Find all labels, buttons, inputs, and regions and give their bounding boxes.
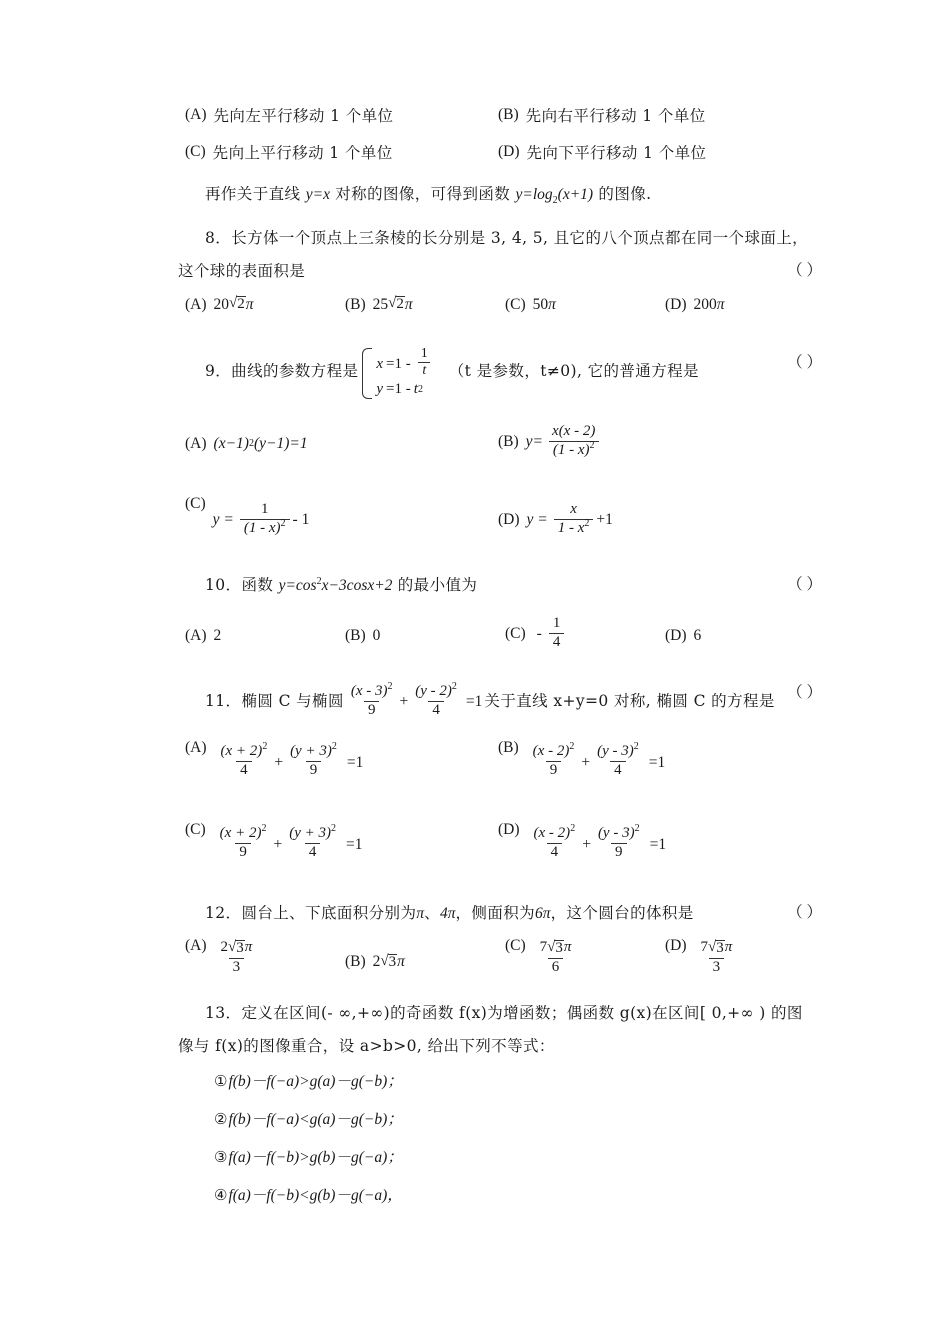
q7-tail-mid: 对称的图像，可得到函数 xyxy=(329,185,516,203)
q11-option-a-tag: (A) xyxy=(185,739,207,757)
q13-item-2-marker: ② xyxy=(214,1112,228,1128)
q10-option-b-tag: (B) xyxy=(345,626,366,644)
q11-option-d-rhs: =1 xyxy=(649,835,667,853)
q10-option-a-tag: (A) xyxy=(185,626,207,644)
q10-option-c-sign: - xyxy=(536,625,542,643)
q9-x-equals: =1 - xyxy=(386,355,411,372)
q7-option-d-label: 先向下平行移动 1 个单位 xyxy=(526,144,707,162)
q13-item-4 xyxy=(214,1186,818,1207)
q11-option-a-rhs: =1 xyxy=(346,753,364,771)
q10-option-a[interactable] xyxy=(185,627,221,645)
q12-option-b[interactable]: (B) 2 √ 3 π xyxy=(345,952,405,971)
sqrt-icon: √ 2 xyxy=(229,295,245,313)
q9-option-b-numerator: x(x - 2) xyxy=(552,422,596,439)
q8-option-a-radicand: 2 xyxy=(237,296,245,313)
q9-stem-pre: 曲线的参数方程是 xyxy=(231,361,359,380)
q10-option-c-tag: (C) xyxy=(505,625,526,643)
q13-inequality-list xyxy=(178,1072,818,1207)
q7-tail-eq-symmetry: y=x xyxy=(305,186,330,203)
sqrt-icon: √ 3 xyxy=(547,939,563,957)
q13-item-1 xyxy=(214,1072,818,1093)
q12-stem-4: ，这个圆台的体积是 xyxy=(550,904,694,923)
q10-answer-bracket[interactable]: （ ） xyxy=(787,575,822,593)
q8-option-d-coefficient: 200 xyxy=(693,295,717,313)
q10-option-d[interactable] xyxy=(665,627,701,645)
q9-option-c-denominator: (1 - x)$^2$ xyxy=(240,519,290,537)
q7-option-b[interactable] xyxy=(498,104,706,126)
q10-option-b[interactable] xyxy=(345,627,380,645)
q13-stem-line2 xyxy=(178,1036,818,1058)
q9-options-row2 xyxy=(178,494,818,561)
q12-lateral-area: 6π xyxy=(535,905,551,923)
q10-option-a-value: 2 xyxy=(213,626,222,644)
q13-item-2-text: f(b)－f(−a)<g(a)－g(−b)； xyxy=(228,1111,403,1128)
q10-number: 10． xyxy=(205,575,242,594)
q9-number: 9． xyxy=(205,361,232,380)
q10-expr-2: x−3cosx+2 xyxy=(321,576,393,594)
q8-option-a[interactable] xyxy=(185,296,254,314)
q13-item-3-text: f(a)－f(−b)>g(b)－g(−a)； xyxy=(228,1148,403,1166)
q10-stem-post: 的最小值为 xyxy=(392,575,478,594)
q10-stem xyxy=(178,575,822,597)
q10-option-d-tag: (D) xyxy=(665,626,687,644)
q7-options xyxy=(178,104,818,178)
q7-option-a[interactable] xyxy=(185,104,393,126)
q9-option-b-fraction xyxy=(548,424,599,459)
q12-stem-3: ，侧面积为 xyxy=(455,904,536,923)
q7-tail-line xyxy=(178,184,818,206)
q11-stem-fraction-1 xyxy=(347,680,397,719)
q9-options-row1 xyxy=(178,421,818,483)
q9-option-d-fraction xyxy=(554,502,594,537)
q13-item-4-marker: ④ xyxy=(214,1187,228,1204)
q11-option-b-rhs: =1 xyxy=(648,753,666,771)
left-brace-icon xyxy=(362,348,372,399)
q9-parametric-system xyxy=(362,345,434,399)
q8-stem-text-2: 这个球的表面积是 xyxy=(178,261,306,280)
q11-stem xyxy=(178,680,822,720)
q9-y-symbol: y xyxy=(376,381,384,398)
q9-option-c-tail: - 1 xyxy=(292,511,310,529)
q7-tail-pre: 再作关于直线 xyxy=(205,185,306,203)
q13-number: 13． xyxy=(205,1004,242,1023)
q13-item-1-text: f(b)－f(−a)>g(a)－g(−b)； xyxy=(228,1073,403,1091)
q11-stem-post: 关于直线 x+y=0 对称, 椭圆 C 的方程是 xyxy=(484,692,775,711)
q8-option-b-tag: (B) xyxy=(345,295,366,313)
q13-item-4-text: f(a)－f(−b)<g(b)－g(−a)， xyxy=(228,1186,403,1204)
q8-stem-text-1: 长方体一个顶点上三条棱的长分别是 3, 4, 5, 且它的八个顶点都在同一个球面上， xyxy=(231,228,809,247)
q9-x-fraction xyxy=(417,347,432,379)
q10-stem-pre: 函数 xyxy=(241,575,279,594)
q8-stem-line2 xyxy=(178,261,822,283)
q7-option-c-label: 先向上平行移动 1 个单位 xyxy=(212,144,393,162)
q8-option-b-coefficient: 25 xyxy=(372,295,389,313)
q11-stem-f2-numerator: (y - 2)$^2$ xyxy=(415,680,457,699)
q12-area-top: π xyxy=(416,905,425,923)
q8-number: 8． xyxy=(205,228,232,247)
q7-tail-log-arg: (x+1) xyxy=(557,186,594,203)
q11-option-b-fraction-2: $\frac{(y - 3)^2}{4}$ xyxy=(597,741,639,779)
q7-option-b-label: 先向右平行移动 1 个单位 xyxy=(525,107,706,125)
q9-option-d-lhs: y = xyxy=(526,511,548,529)
q11-stem-f1-numerator: (x - 3)$^2$ xyxy=(350,680,393,699)
q8-option-c-tag: (C) xyxy=(505,295,526,313)
q9-option-b-tag: (B) xyxy=(498,433,519,451)
q9-option-d-tail: +1 xyxy=(596,511,613,529)
q9-stem-post: （t 是参数，t≠0), 它的普通方程是 xyxy=(448,361,699,380)
q11-option-d-tag: (D) xyxy=(498,821,520,839)
q8-option-a-tag: (A) xyxy=(185,295,207,313)
q9-option-a-tag: (A) xyxy=(185,434,207,452)
q9-x-frac-denominator: t xyxy=(418,362,430,379)
q11-option-c-tag: (C) xyxy=(185,821,206,839)
q11-option-a-fraction-1: $\frac{(x + 2)^2}{4}$ xyxy=(220,741,268,779)
q8-option-c-coefficient: 50 xyxy=(532,295,549,313)
q12-option-d-fraction: 7 √ 3 π 3 xyxy=(700,939,733,975)
q8-option-a-coefficient: 20 xyxy=(213,295,230,313)
q13-stem-text-1: 定义在区间(- ∞,+∞)的奇函数 f(x)为增函数；偶函数 g(x)在区间[ 0,+∞ ) 的图 xyxy=(241,1004,803,1023)
q10-option-c-fraction xyxy=(549,616,565,651)
q13-item-3-marker: ③ xyxy=(214,1149,228,1166)
q11-option-c-fraction-1: $\frac{(x + 2)^2}{9}$ xyxy=(219,823,267,861)
q8-option-b-pi: π xyxy=(404,295,413,313)
q9-system-row-x xyxy=(376,345,434,380)
q11-option-d-fraction-1: $\frac{(x - 2)^2}{4}$ xyxy=(533,823,576,861)
q7-tail-post: 的图像. xyxy=(593,185,652,203)
q10-expr-1: y=cos xyxy=(278,576,317,594)
q8-option-b[interactable] xyxy=(345,296,413,314)
q8-option-d-pi: π xyxy=(716,295,725,313)
q12-option-d-tag: (D) xyxy=(665,937,687,955)
q10-option-d-value: 6 xyxy=(693,626,702,644)
q9-option-c-numerator: 1 xyxy=(260,500,269,517)
q9-option-c-tag: (C) xyxy=(185,494,206,512)
q7-tail-log-base: y=log xyxy=(515,186,553,203)
q11-option-b-fraction-1: $\frac{(x - 2)^2}{9}$ xyxy=(532,741,575,779)
q7-option-c[interactable] xyxy=(185,141,393,163)
q8-option-b-radicand: 2 xyxy=(396,296,404,313)
q11-option-c-rhs: =1 xyxy=(345,835,363,853)
q12-option-b-tag: (B) xyxy=(345,953,366,971)
q9-option-b-lhs: y= xyxy=(525,433,544,451)
q8-option-d-tag: (D) xyxy=(665,295,687,313)
q12-option-d[interactable] xyxy=(665,937,739,977)
q13-item-1-marker: ① xyxy=(214,1074,228,1091)
q12-option-a-tag: (A) xyxy=(185,937,207,955)
q12-answer-bracket[interactable]: （ ） xyxy=(787,904,822,922)
q10-options xyxy=(178,615,818,671)
q11-number: 11． xyxy=(205,692,242,711)
q11-stem-plus: + xyxy=(399,693,409,711)
q7-option-a-label: 先向左平行移动 1 个单位 xyxy=(213,107,394,125)
q11-option-a[interactable]: (A) $\frac{(x + 2)^2}{4}$ + $\frac{(y + 3)^2}{9}$ =1 xyxy=(185,739,364,779)
q9-x-frac-numerator: 1 xyxy=(420,345,428,361)
q7-option-b-tag: (B) xyxy=(498,106,519,123)
q7-option-d[interactable] xyxy=(498,141,706,163)
q7-option-d-tag: (D) xyxy=(498,143,520,160)
q12-option-c-tag: (C) xyxy=(505,937,526,955)
sqrt-icon: √ 2 xyxy=(388,295,404,313)
q12-stem xyxy=(178,903,822,925)
sqrt-icon: √ 3 xyxy=(708,939,724,957)
q12-option-a-fraction: 2 √ 3 π 3 xyxy=(220,939,253,975)
sqrt-icon: √ 3 xyxy=(228,939,244,957)
q8-stem-line1 xyxy=(178,228,818,250)
q12-area-bottom: 4π xyxy=(440,905,456,923)
q9-option-d-denominator: $1 - x^2$ xyxy=(554,519,594,537)
q9-option-b[interactable] xyxy=(498,422,602,460)
q9-option-d-numerator: x xyxy=(570,500,577,517)
q9-option-c-fraction xyxy=(240,502,290,537)
q10-option-c-denominator: 4 xyxy=(549,633,565,651)
q12-option-a[interactable] xyxy=(185,937,259,977)
q11-stem-pre: 椭圆 C 与椭圆 xyxy=(241,692,344,711)
q9-option-a-expr-1: (x−1) xyxy=(213,434,249,452)
q13-stem-text-2: 像与 f(x)的图像重合，设 a>b>0, 给出下列不等式： xyxy=(178,1037,555,1056)
q10-option-c-numerator: 1 xyxy=(552,614,561,631)
q9-option-c[interactable] xyxy=(185,494,310,538)
q9-stem xyxy=(178,345,822,398)
q11-option-b[interactable]: (B) $\frac{(x - 2)^2}{9}$ + $\frac{(y - 3)^2}{4}$ =1 xyxy=(498,739,666,779)
q10-option-c[interactable] xyxy=(505,614,567,652)
q7-option-a-tag: (A) xyxy=(185,106,207,123)
q9-option-c-lhs: y = xyxy=(212,511,234,529)
sqrt-icon: √ 3 xyxy=(380,952,397,970)
q8-option-d[interactable] xyxy=(665,296,725,314)
q8-option-c[interactable] xyxy=(505,296,556,314)
q10-option-b-value: 0 xyxy=(372,626,381,644)
q11-option-d-fraction-2: $\frac{(y - 3)^2}{9}$ xyxy=(597,823,640,861)
q12-option-c[interactable] xyxy=(505,937,578,977)
q11-option-d[interactable]: (D) $\frac{(x - 2)^2}{4}$ + $\frac{(y - 3)^2}{9}$ =1 xyxy=(498,821,667,861)
q12-stem-1: 圆台上、下底面积分别为 xyxy=(241,904,417,923)
q11-stem-equals-one: =1 xyxy=(465,693,483,711)
q9-option-d[interactable] xyxy=(498,500,613,538)
q12-options xyxy=(178,937,818,999)
q12-option-c-fraction: 7 √ 3 π 6 xyxy=(539,939,572,975)
q8-options xyxy=(178,296,818,336)
q9-y-equals: =1 - xyxy=(386,381,411,398)
q11-answer-bracket[interactable]: （ ） xyxy=(787,683,822,701)
q12-number: 12． xyxy=(205,904,242,923)
q9-y-t: t xyxy=(413,381,418,398)
q7-option-c-tag: (C) xyxy=(185,143,206,160)
q11-option-b-tag: (B) xyxy=(498,739,519,757)
q12-stem-2: 、 xyxy=(424,904,441,923)
q9-option-a-expr-2: (y−1)=1 xyxy=(253,434,308,452)
q8-option-c-pi: π xyxy=(548,295,556,313)
q9-option-d-tag: (D) xyxy=(498,511,520,529)
q13-item-2 xyxy=(214,1110,818,1131)
q11-options-row2 xyxy=(178,821,818,891)
q13-stem-line1 xyxy=(178,1003,818,1025)
q11-stem-f1-denominator: 9 xyxy=(364,701,380,719)
page-body xyxy=(178,104,822,1207)
q11-option-a-fraction-2: $\frac{(y + 3)^2}{9}$ xyxy=(290,741,337,779)
q13-item-3 xyxy=(214,1148,818,1169)
q9-option-a[interactable]: (A) (x−1) 2 (y−1)=1 xyxy=(185,434,308,452)
q9-answer-bracket[interactable]: （ ） xyxy=(787,353,822,371)
q11-options-row1 xyxy=(178,739,818,809)
q8-option-a-pi: π xyxy=(245,295,254,313)
q11-option-c[interactable]: (C) $\frac{(x + 2)^2}{9}$ + $\frac{(y + 3)^2}{4}$ =1 xyxy=(185,821,363,861)
q10-expr-exponent: 2 xyxy=(316,575,322,587)
q9-x-symbol: x xyxy=(376,355,384,372)
q11-stem-fraction-2 xyxy=(411,680,461,719)
q11-stem-f2-denominator: 4 xyxy=(428,701,444,719)
q8-answer-bracket[interactable]: （ ） xyxy=(787,261,822,279)
q9-system-row-y: y =1 - t 2 xyxy=(376,381,423,398)
q9-option-b-denominator: (1 - x)$^2$ xyxy=(549,441,599,459)
q7-tail-log-subscript: 2 xyxy=(552,195,558,207)
q11-option-c-fraction-2: $\frac{(y + 3)^2}{4}$ xyxy=(289,823,336,861)
